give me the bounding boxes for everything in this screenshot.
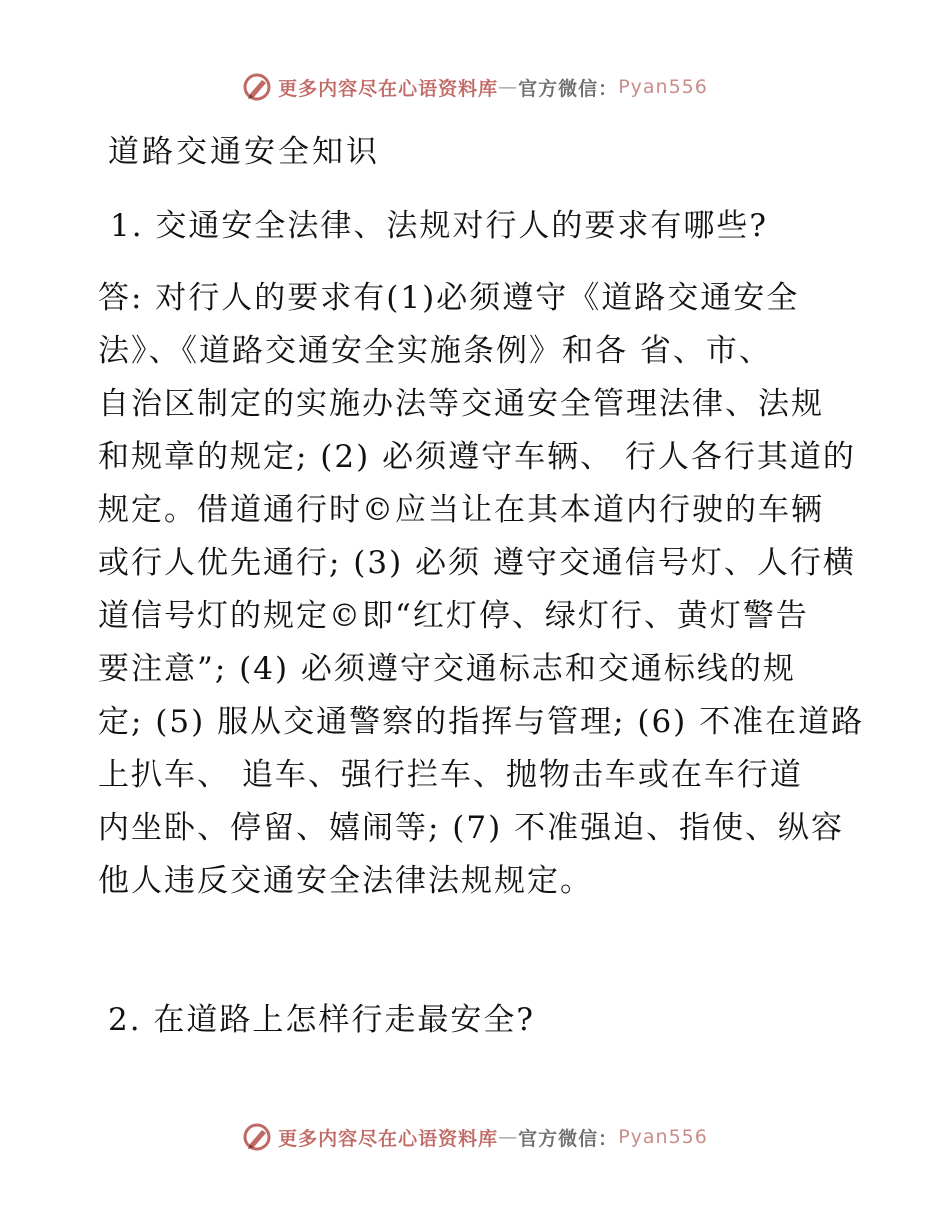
answer-line: 内坐卧、停留、嬉闹等; (7) 不准强迫、指使、纵容 — [98, 810, 845, 846]
answer-line: 自治区制定的实施办法等交通安全管理法律、法规 — [98, 386, 824, 422]
document-title: 道路交通安全知识 — [108, 134, 380, 170]
answer-1 — [98, 272, 878, 908]
footer-banner — [0, 1122, 950, 1152]
answer-line: 他人违反交通安全法律法规规定。 — [98, 863, 593, 899]
pen-logo-icon — [242, 72, 272, 102]
banner-site-name: 更多内容尽在心语资料库 — [278, 77, 499, 100]
banner-dash: — — [498, 1126, 519, 1148]
header-banner — [0, 72, 950, 102]
answer-line: 答: 对行人的要求有(1)必须遵守《道路交通安全 — [98, 280, 800, 316]
answer-line: 规定。借道通行时©应当让在其本道内行驶的车辆 — [98, 492, 824, 528]
banner-wechat-label: 官方微信： — [518, 77, 619, 100]
answer-line: 法》、《道路交通安全实施条例》和各 省、市、 — [98, 333, 772, 369]
banner-wechat-id: Pyan556 — [618, 1126, 708, 1148]
banner-site-name: 更多内容尽在心语资料库 — [278, 1127, 499, 1150]
banner-dash: — — [498, 76, 519, 98]
banner-wechat-id: Pyan556 — [618, 76, 708, 98]
answer-line: 定; (5) 服从交通警察的指挥与管理; (6) 不准在道路 — [98, 704, 865, 740]
answer-line: 要注意”; (4) 必须遵守交通标志和交通标线的规 — [98, 651, 796, 687]
question-1: 1. 交通安全法律、法规对行人的要求有哪些? — [110, 208, 769, 244]
answer-line: 或行人优先通行; (3) 必须 遵守交通信号灯、人行横 — [98, 545, 856, 581]
pen-logo-icon — [242, 1122, 272, 1152]
question-2: 2. 在道路上怎样行走最安全? — [108, 1002, 536, 1038]
answer-line: 和规章的规定; (2) 必须遵守车辆、 行人各行其道的 — [98, 439, 856, 475]
answer-line: 上扒车、 追车、强行拦车、抛物击车或在车行道 — [98, 757, 803, 793]
answer-line: 道信号灯的规定©即“红灯停、绿灯行、黄灯警告 — [98, 598, 809, 634]
banner-wechat-label: 官方微信： — [518, 1127, 619, 1150]
